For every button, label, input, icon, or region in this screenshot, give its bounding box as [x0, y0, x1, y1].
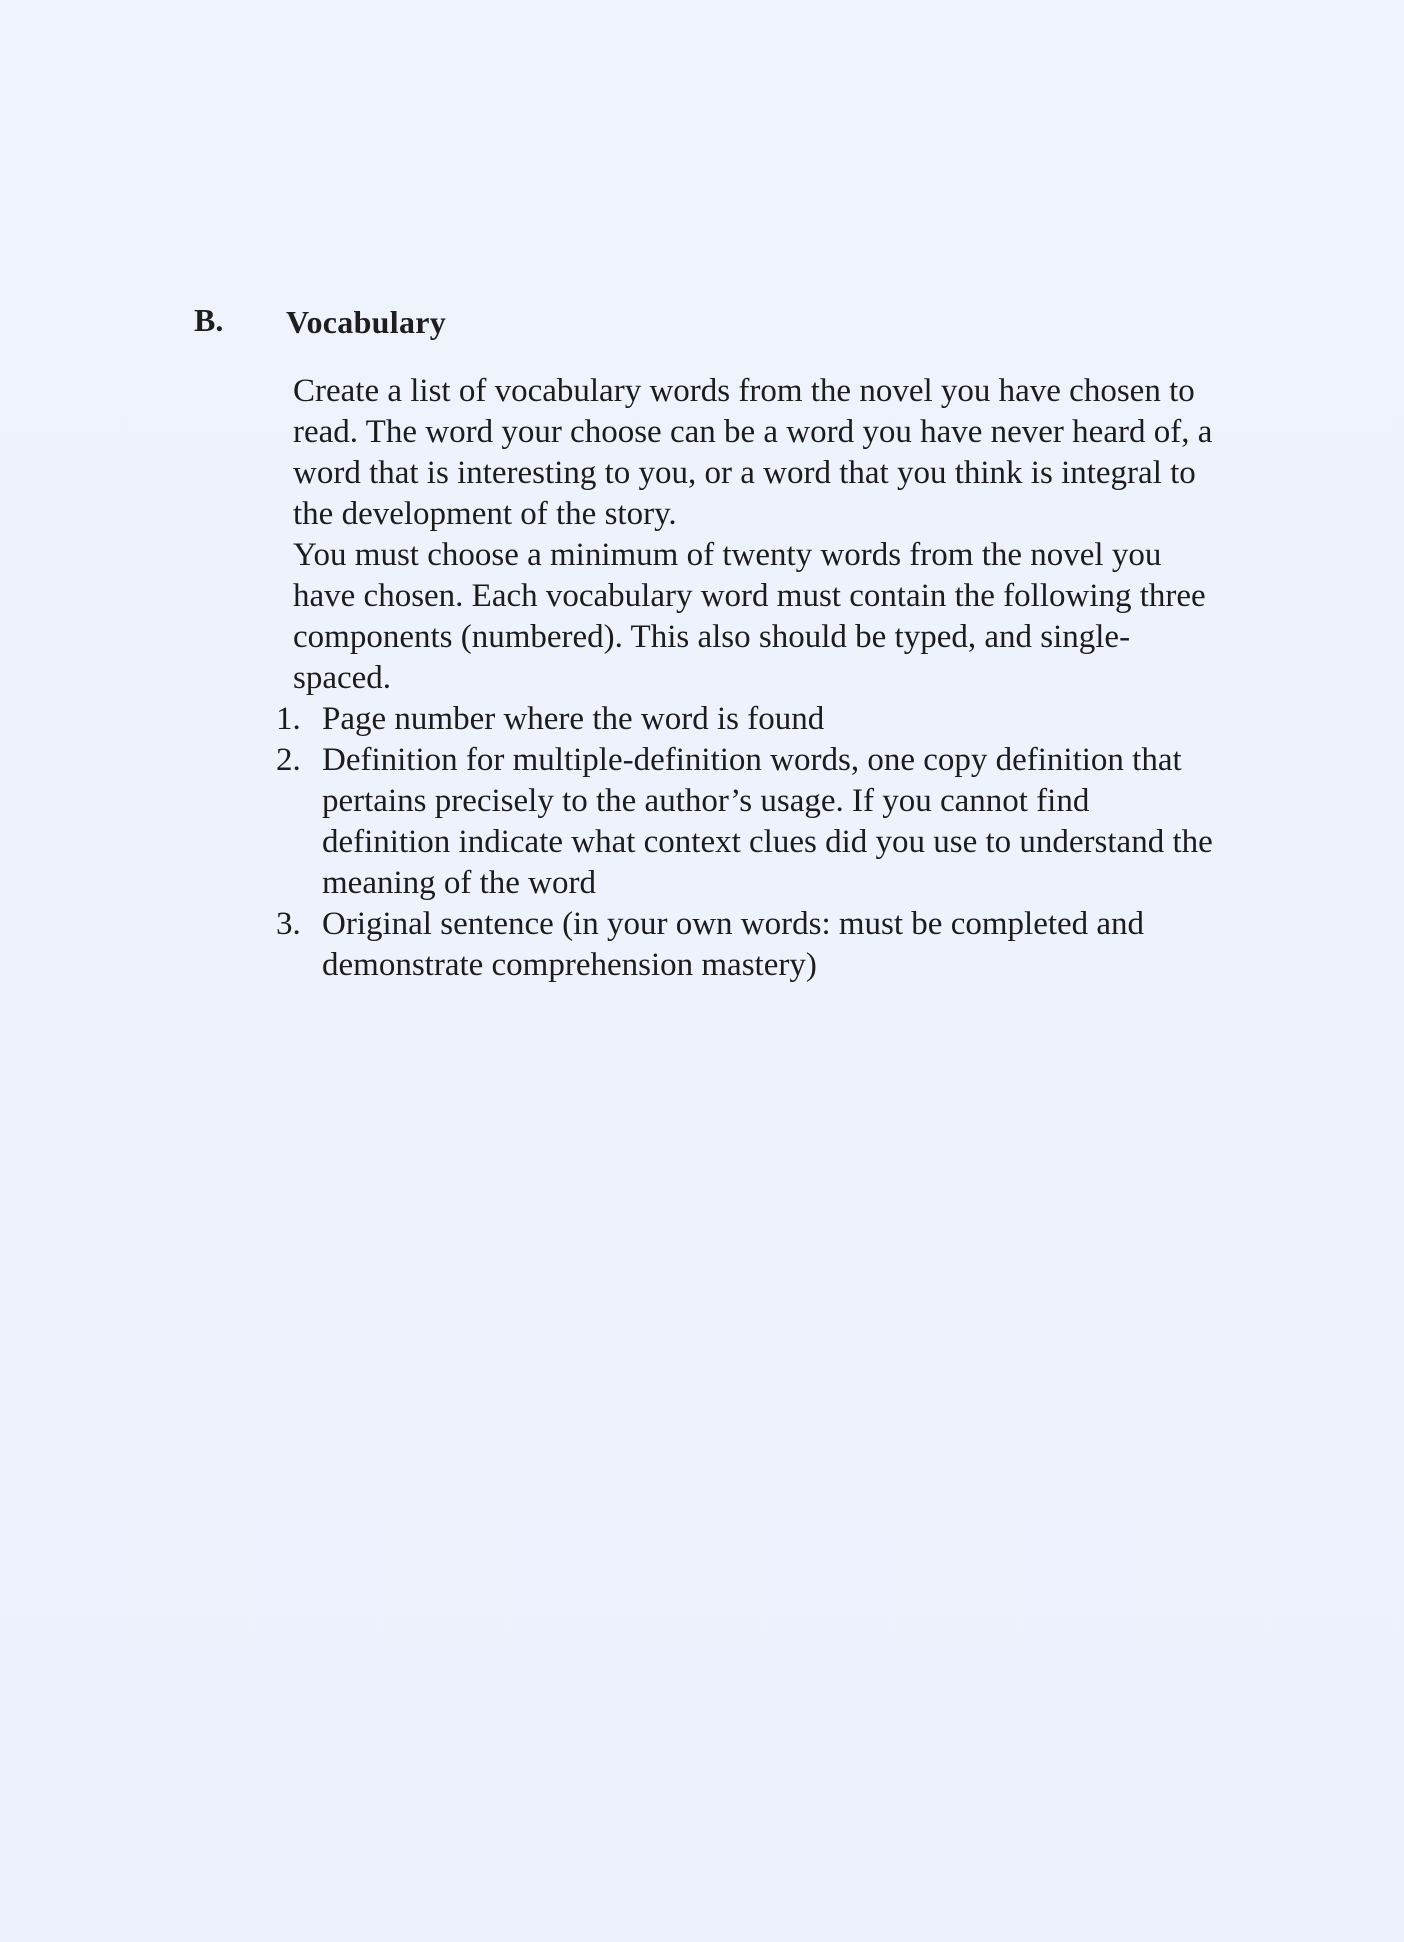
list-item-line: Original sentence (in your own words: must be completed and: [322, 906, 1145, 942]
paragraph-intro: [293, 371, 1313, 535]
section-letter: B.: [194, 302, 224, 338]
list-item-number: 3.: [276, 906, 301, 942]
list-item-line: pertains precisely to the author’s usage. If you cannot find: [322, 783, 1090, 819]
paragraph-line: read. The word your choose can be a word you have never heard of, a: [293, 414, 1213, 450]
section-title: Vocabulary: [286, 304, 447, 340]
list-item-number: 2.: [276, 742, 301, 778]
paragraph-requirements: [293, 535, 1313, 699]
instructions-body: [293, 371, 1313, 699]
list-item-line: demonstrate comprehension mastery): [322, 947, 817, 983]
list-item-number: 1.: [276, 701, 301, 737]
paragraph-line: components (numbered). This also should be typed, and single-: [293, 619, 1131, 655]
list-item-line: Definition for multiple-definition words, one copy definition that: [322, 742, 1182, 778]
paragraph-line: Create a list of vocabulary words from the novel you have chosen to: [293, 373, 1195, 409]
paragraph-line: the development of the story.: [293, 496, 677, 532]
list-item-line: definition indicate what context clues did you use to understand the: [322, 824, 1213, 860]
paragraph-line: have chosen. Each vocabulary word must contain the following three: [293, 578, 1206, 614]
components-list: [276, 699, 1336, 986]
list-item: [276, 699, 1336, 740]
list-item: [276, 740, 1336, 904]
paragraph-line: You must choose a minimum of twenty words from the novel you: [293, 537, 1162, 573]
list-item: [276, 904, 1336, 986]
list-item-line: meaning of the word: [322, 865, 597, 901]
list-item-line: Page number where the word is found: [322, 701, 825, 737]
paragraph-line: spaced.: [293, 660, 392, 696]
paragraph-line: word that is interesting to you, or a word that you think is integral to: [293, 455, 1196, 491]
